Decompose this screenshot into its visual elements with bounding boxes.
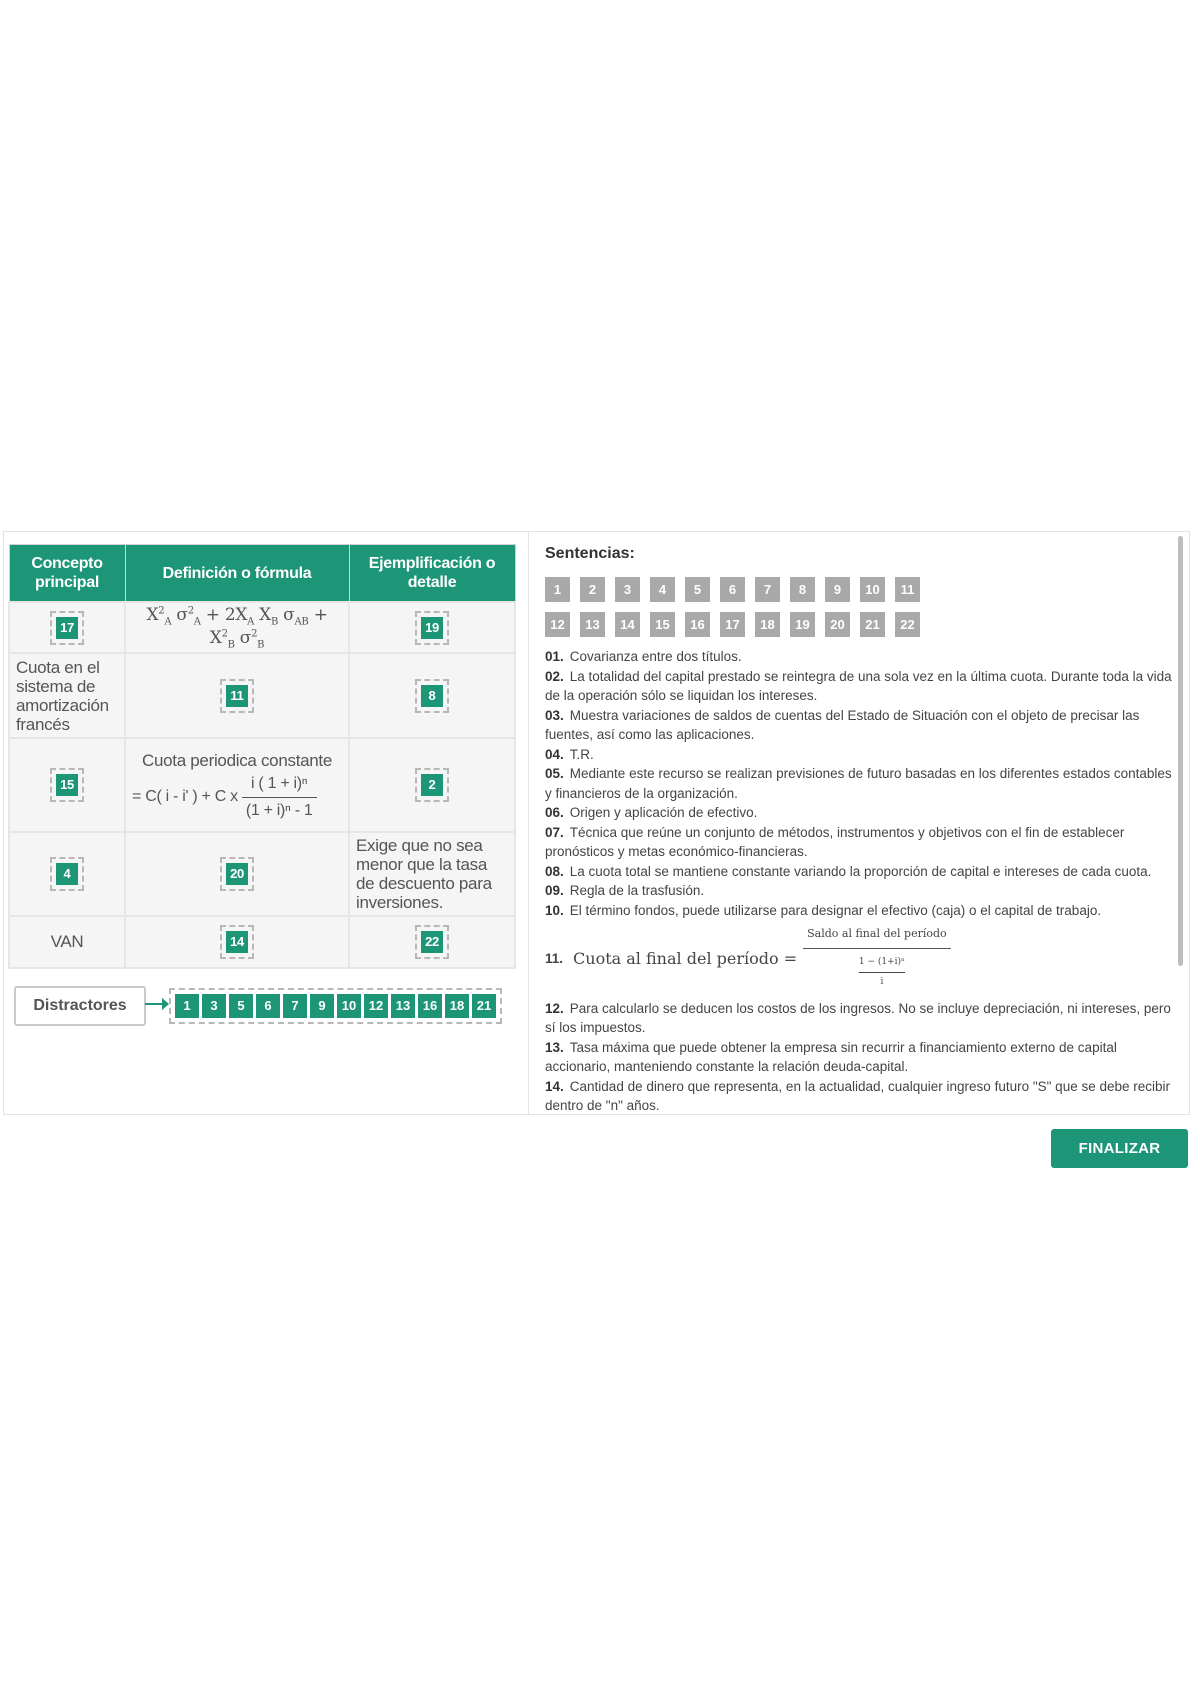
sentence-text: Tasa máxima que puede obtener la empresa sin recurrir a financiamiento externo de capital accionario, manteniendo constante la relación deuda-capital. [545,1039,1117,1074]
drop-slot[interactable] [220,857,254,891]
sentence-chip-row-1 [545,577,920,602]
table-header-row [9,545,515,603]
list-item [545,999,1177,1038]
answer-chip[interactable]: 8 [421,685,443,707]
answer-chip[interactable]: 11 [226,685,248,707]
formula-sub-denominator: i [880,977,884,987]
distractor-chip[interactable]: 18 [445,994,469,1018]
sentence-chip[interactable]: 5 [685,577,710,602]
sentence-chip[interactable]: 10 [860,577,885,602]
sentence-text: Regla de la trasfusión. [569,883,705,898]
list-item [545,823,1177,862]
answer-chip[interactable]: 4 [56,863,78,885]
drop-slot[interactable] [50,611,84,645]
cell [349,602,515,653]
formula-numerator: i ( 1 + i)ⁿ [242,775,317,798]
formula-fraction [803,924,961,993]
list-item [545,862,1177,882]
distractor-chip[interactable]: 6 [256,994,280,1018]
sentence-chip[interactable]: 3 [615,577,640,602]
formula-denominator: (1 + i)ⁿ - 1 [245,801,313,819]
sentence-list [545,647,1177,1114]
concept-table [8,544,516,969]
distractors-drop-zone[interactable] [169,988,502,1024]
sentence-chip[interactable]: 8 [790,577,815,602]
matching-panel [4,532,529,1114]
drop-slot[interactable] [220,925,254,959]
sentence-chip[interactable]: 17 [720,612,745,637]
list-item [545,647,1177,667]
scrollbar[interactable] [1178,536,1183,966]
sentence-number: 01. [545,649,564,664]
sentence-text: Muestra variaciones de saldos de cuentas del Estado de Situación con el objeto de precisar las fuentes, así como las aplicaciones. [545,707,1140,742]
cell [125,916,349,968]
header-concepto: Concepto principal [9,545,125,603]
distractor-chip[interactable]: 5 [229,994,253,1018]
distractor-chip[interactable]: 9 [310,994,334,1018]
sentence-chip[interactable]: 16 [685,612,710,637]
sentence-chip[interactable]: 14 [615,612,640,637]
cell [9,602,125,653]
distractor-chip[interactable]: 10 [337,994,361,1018]
list-item [545,901,1177,921]
drop-slot[interactable] [50,768,84,802]
sentence-number: 02. [545,668,564,684]
sentence-chip[interactable]: 20 [825,612,850,637]
drop-slot[interactable] [220,679,254,713]
cell [125,653,349,738]
sentence-chip[interactable]: 13 [580,612,605,637]
list-item [545,764,1177,803]
arrow-right-icon [145,1003,167,1005]
answer-chip[interactable]: 20 [226,863,248,885]
header-definicion: Definición o fórmula [125,545,349,603]
list-item [545,924,1177,993]
list-item [545,881,1177,901]
sentences-panel[interactable] [529,532,1189,1114]
sentence-text: Cantidad de dinero que representa, en la actualidad, cualquier ingreso futuro "S" que se debe recibir dentro de "n" años. [545,1078,1171,1113]
answer-chip[interactable]: 17 [56,617,78,639]
sentence-text: Origen y aplicación de efectivo. [569,805,758,820]
drop-slot[interactable] [415,611,449,645]
sentence-chip[interactable]: 15 [650,612,675,637]
list-item [545,667,1177,706]
distractor-chip[interactable]: 21 [472,994,496,1018]
finish-button[interactable]: FINALIZAR [1051,1129,1188,1168]
sentence-text: Mediante este recurso se realizan previsiones de futuro basadas en los diferentes estados contables y financieros de la organización. [545,766,1172,801]
table-row [9,653,515,738]
cell [349,738,515,832]
list-item [545,706,1177,745]
formula-left: = C( i - i' ) + C x [132,788,238,805]
formula-fraction [242,775,317,820]
sentence-number: 03. [545,707,564,723]
sentences-title: Sentencias: [545,545,635,562]
formula-text: Cuota al final del período = [573,948,798,968]
sentence-number: 12. [545,1000,564,1016]
sentence-text: El término fondos, puede utilizarse para designar el efectivo (caja) o el capital de trabajo. [569,902,1102,918]
sentence-text: La cuota total se mantiene constante variando la proporción de capital e intereses de cada cuota. [569,863,1152,879]
cell [349,916,515,968]
sentence-chip[interactable]: 1 [545,577,570,602]
cell [9,832,125,916]
distractor-chip[interactable]: 7 [283,994,307,1018]
sentence-number: 11. [545,950,564,966]
table-row [9,602,515,653]
sentence-text: La totalidad del capital prestado se reintegra de una sola vez en la última cuota. Durante toda la vida de la operación sólo se liquidan los intereses. [545,668,1172,703]
formula-denominator [803,949,961,993]
concept-text: Cuota en el sistema de amortización francés [9,653,125,738]
list-item [545,803,1177,823]
formula-sub-fraction: $\frac{\text{1 − (1+i)ⁿ}}{i}$ [859,953,905,993]
header-ejemplificacion: Ejemplificación o detalle [349,545,515,603]
detail-text: Exige que no sea menor que la tasa de descuento para inversiones. [349,832,515,916]
table-row [9,832,515,916]
sentence-number: 05. [545,766,564,781]
cell [9,738,125,832]
activity-container [3,531,1190,1115]
sentence-number: 14. [545,1078,564,1094]
answer-chip[interactable]: 2 [421,774,443,796]
distractor-chip[interactable]: 12 [364,994,388,1018]
sentence-text: Para calcularlo se deducen los costos de los ingresos. No se incluye depreciación, ni intereses, pero sí los impuestos. [545,1000,1171,1035]
covariance-formula: $X^2_A$ $\sigma^2_A + 2X_A$ $X_B$ $\sigma_{AB} + X^2_B$ $\sigma^2_B$ [146,605,328,650]
list-item [545,1077,1177,1115]
sentence-chip[interactable]: 11 [895,577,920,602]
sentence-chip[interactable]: 4 [650,577,675,602]
sentence-chip[interactable]: 22 [895,612,920,637]
sentence-chip[interactable]: 7 [755,577,780,602]
sentence-number: 07. [545,824,564,840]
sentence-number: 04. [545,746,564,762]
answer-chip[interactable]: 14 [226,931,248,953]
sentence-number: 13. [545,1039,564,1055]
drop-slot[interactable] [415,679,449,713]
sentence-number: 06. [545,805,564,820]
answer-chip[interactable]: 15 [56,774,78,796]
sentence-chip[interactable]: 2 [580,577,605,602]
sentence-chip-row-2 [545,612,920,637]
sentence-number: 10. [545,902,564,918]
sentence-chip[interactable]: 12 [545,612,570,637]
covariance-formula-cell [125,602,349,653]
sentence-chip[interactable]: 18 [755,612,780,637]
distractor-chip[interactable]: 13 [391,994,415,1018]
list-item [545,1038,1177,1077]
distractor-chip[interactable]: 16 [418,994,442,1018]
formula-numerator: Saldo al final del período [803,924,951,949]
answer-chip[interactable]: 19 [421,617,443,639]
sentence-text: Técnica que reúne un conjunto de métodos, instrumentos y objetivos con el fin de establecer pronósticos y metas económico-financieras. [545,824,1125,859]
sentence-chip[interactable]: 19 [790,612,815,637]
distractors-label: Distractores [14,986,146,1026]
table-row [9,916,515,968]
french-formula-cell [125,738,349,832]
distractor-chip[interactable]: 1 [175,994,199,1018]
formula-sub-numerator: (1+i)ⁿ [877,956,905,967]
answer-chip[interactable]: 22 [421,931,443,953]
sentence-number: 08. [545,863,564,879]
drop-slot[interactable] [415,925,449,959]
sentence-text: T.R. [569,746,594,762]
sentence-number: 09. [545,883,564,898]
sentence-chip[interactable]: 21 [860,612,885,637]
cell [349,653,515,738]
concept-text: VAN [9,916,125,968]
sentence-text: Covarianza entre dos títulos. [569,649,742,664]
sentence-chip[interactable]: 6 [720,577,745,602]
sentence-chip[interactable]: 9 [825,577,850,602]
table-row [9,738,515,832]
list-item [545,745,1177,765]
cell [125,832,349,916]
drop-slot[interactable] [50,857,84,891]
distractor-chip[interactable]: 3 [202,994,226,1018]
formula-title: Cuota periodica constante [141,750,333,770]
drop-slot[interactable] [415,768,449,802]
